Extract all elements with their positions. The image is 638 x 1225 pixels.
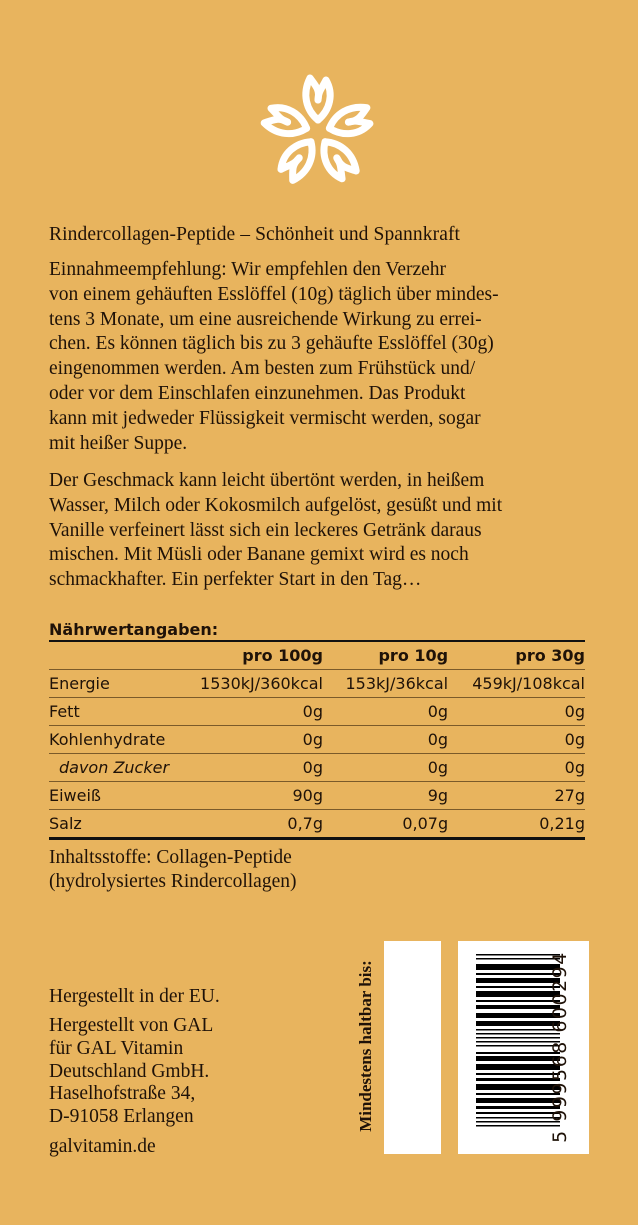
cell-value: 90g [178, 782, 323, 810]
cell-value: 9g [323, 782, 448, 810]
best-before-text: Mindestens haltbar bis: [356, 960, 375, 1132]
text-line: oder vor dem Einschlafen einzunehmen. Das Produkt [49, 382, 466, 404]
address-line: für GAL Vitamin [49, 1037, 184, 1059]
text-line: tens 3 Monate, um eine ausreichende Wirkung zu errei- [49, 308, 482, 330]
manufacturer-address [49, 1015, 213, 1129]
best-before-label [354, 940, 378, 1152]
text-line: kann mit jedweder Flüssigkeit vermischt werden, sogar [49, 407, 481, 429]
cell-value: 0g [178, 698, 323, 726]
cell-value: 0g [178, 754, 323, 782]
column-header [49, 642, 178, 670]
row-label: Fett [49, 698, 178, 726]
cell-value: 0,7g [178, 810, 323, 839]
column-header: pro 100g [178, 642, 323, 670]
table-row [49, 782, 585, 810]
cell-value: 0g [323, 698, 448, 726]
address-line: Hergestellt von GAL [49, 1015, 214, 1036]
column-header: pro 30g [448, 642, 585, 670]
best-before-field [384, 941, 441, 1154]
row-label: Eiweiß [49, 782, 178, 810]
ingredients [49, 846, 449, 894]
nutrition-facts [49, 620, 585, 840]
cell-value: 27g [448, 782, 585, 810]
address-line: D-91058 Erlangen [49, 1106, 194, 1128]
text-line: Einnahmeempfehlung: Wir empfehlen den Verzehr [49, 259, 447, 280]
cell-value: 0g [323, 726, 448, 754]
table-row [49, 670, 585, 698]
text-line: (hydrolysiertes Rindercollagen) [49, 871, 297, 892]
barcode-digits: 5 999568 600294 [549, 951, 571, 1143]
cell-value: 0,07g [323, 810, 448, 839]
nutrition-heading: Nährwertangaben: [49, 620, 585, 642]
cell-value: 0g [178, 726, 323, 754]
cell-value: 1530kJ/360kcal [178, 670, 323, 698]
text-line: von einem gehäuften Esslöffel (10g) täglich über mindes- [49, 283, 499, 305]
row-label: Salz [49, 810, 178, 839]
table-row [49, 754, 585, 782]
text-line: Der Geschmack kann leicht übertönt werden, in heißem [49, 470, 485, 491]
table-header-row [49, 642, 585, 670]
text-line: schmackhafter. Ein perfekter Start in den Tag… [49, 569, 422, 591]
text-line: Inhaltsstoffe: Collagen-Peptide [49, 847, 292, 868]
cell-value: 153kJ/36kcal [323, 670, 448, 698]
text-line: Vanille verfeinert lässt sich ein leckeres Getränk daraus [49, 519, 482, 541]
intake-recommendation [49, 258, 609, 456]
nutrition-table [49, 642, 585, 840]
flower-logo-icon [258, 70, 378, 190]
table-row [49, 726, 585, 754]
product-title: Rindercollagen-Peptide – Schönheit und Spannkraft [49, 224, 461, 245]
cell-value: 0,21g [448, 810, 585, 839]
cell-value: 0g [448, 754, 585, 782]
cell-value: 0g [323, 754, 448, 782]
cell-value: 0g [448, 726, 585, 754]
made-in-eu: Hergestellt in der EU. [49, 986, 220, 1007]
text-line: eingenommen werden. Am besten zum Frühstück und/ [49, 358, 476, 380]
cell-value: 459kJ/108kcal [448, 670, 585, 698]
column-header: pro 10g [323, 642, 448, 670]
table-row [49, 810, 585, 839]
cell-value: 0g [448, 698, 585, 726]
address-line: Deutschland GmbH. [49, 1060, 210, 1082]
text-line: Wasser, Milch oder Kokosmilch aufgelöst, gesüßt und mit [49, 494, 503, 516]
text-line: mit heißer Suppe. [49, 432, 188, 454]
row-label: Kohlenhydrate [49, 726, 178, 754]
row-label: Energie [49, 670, 178, 698]
text-line: chen. Es können täglich bis zu 3 gehäufte Esslöffel (30g) [49, 333, 494, 355]
taste-description [49, 469, 609, 593]
website: galvitamin.de [49, 1136, 156, 1157]
table-row [49, 698, 585, 726]
row-label: davon Zucker [49, 754, 178, 782]
text-line: mischen. Mit Müsli oder Banane gemixt wird es noch [49, 544, 469, 566]
address-line: Haselhofstraße 34, [49, 1083, 196, 1105]
